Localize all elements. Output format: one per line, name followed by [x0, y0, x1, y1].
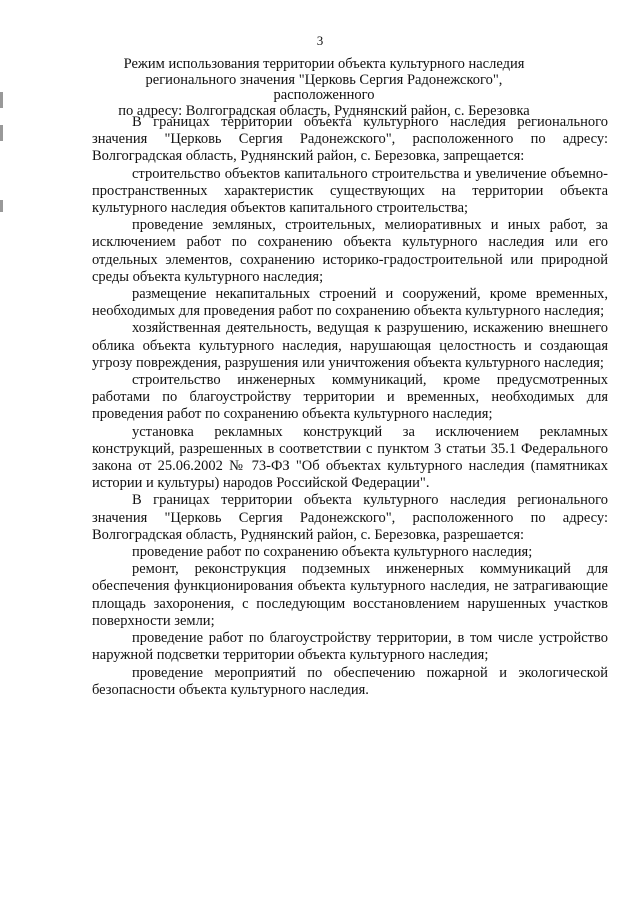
- page-number: 3: [316, 33, 324, 48]
- document-body: [92, 114, 608, 699]
- list-item: ремонт, реконструкция подземных инженерных коммуникаций для обеспечения функционирования объекта культурного наследия, не затрагивающие площадь захоронения, с последующим восстановлением нарушенных участков поверхности земли;: [92, 561, 608, 629]
- scan-margin-mark: [0, 92, 3, 108]
- list-item: проведение работ по сохранению объекта культурного наследия;: [132, 544, 533, 561]
- title-line: Режим использования территории объекта культурного наследия: [123, 56, 525, 72]
- title-line: регионального значения "Церковь Сергия Радонежского", расположенного: [145, 71, 503, 103]
- scan-margin-mark: [0, 200, 3, 212]
- document-title: [96, 57, 552, 119]
- list-item: проведение работ по благоустройству территории, в том числе устройство наружной подсветки территории объекта культурного наследия;: [92, 630, 608, 664]
- list-item: проведение земляных, строительных, мелиоративных и иных работ, за исключением работ по сохранению объекта культурного наследия или его отдельных элементов, сохранению историко-градостроительной или природной среды объекта культурного наследия;: [92, 217, 608, 285]
- paragraph-prohibited-intro: В границах территории объекта культурного наследия регионального значения "Церковь Сергия Радонежского", расположенного по адресу: Волгоградская область, Руднянский район, с. Березовка, запрещается:: [92, 114, 608, 165]
- list-item: размещение некапитальных строений и сооружений, кроме временных, необходимых для проведения работ по сохранению объекта культурного наследия;: [92, 286, 608, 320]
- list-item: проведение мероприятий по обеспечению пожарной и экологической безопасности объекта культурного наследия.: [92, 664, 608, 698]
- list-item: строительство объектов капитального строительства и увеличение объемно-пространственных характеристик существующих на территории объекта культурного наследия объектов капитального строительства;: [92, 165, 608, 217]
- paragraph-permitted-intro: В границах территории объекта культурного наследия регионального значения "Церковь Сергия Радонежского", расположенного по адресу: Волгоградская область, Руднянский район, с. Березовка, разрешается:: [92, 492, 608, 543]
- scan-margin-mark: [0, 125, 3, 141]
- list-item: установка рекламных конструкций за исключением рекламных конструкций, разрешенных в соответствии с пунктом 3 статьи 35.1 Федерального закона от 25.06.2002 № 73-ФЗ "Об объектах культурного наследия (памятниках истории и культуры) народов Российской Федерации".: [92, 423, 608, 492]
- title-line: по адресу: Волгоградская область, Руднянский район, с. Березовка: [118, 102, 530, 119]
- list-item: строительство инженерных коммуникаций, кроме предусмотренных работами по благоустройству территории и временных, необходимых для проведения работ по сохранению объекта культурного наследия;: [92, 372, 608, 423]
- list-item: хозяйственная деятельность, ведущая к разрушению, искажению внешнего облика объекта культурного наследия, нарушающая целостность и создающая угрозу повреждения, разрушения или уничтожения объекта культурного наследия;: [92, 320, 608, 371]
